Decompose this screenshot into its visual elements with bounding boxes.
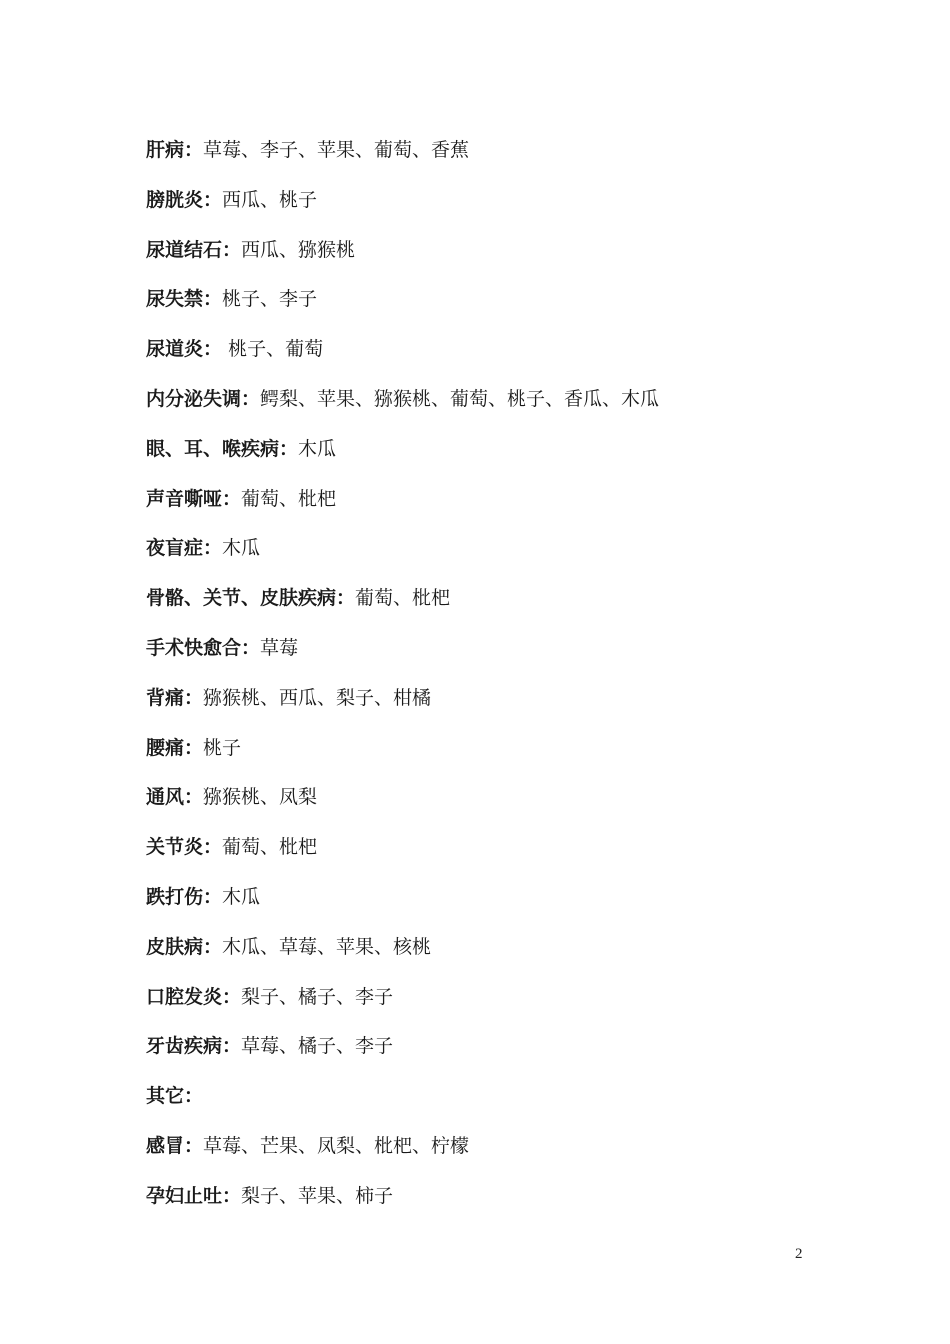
- fruit-list: 草莓、李子、苹果、葡萄、香蕉: [203, 139, 470, 161]
- fruit-list: 鳄梨、苹果、猕猴桃、葡萄、桃子、香瓜、木瓜: [260, 387, 660, 410]
- list-item: [146, 1182, 659, 1232]
- condition-term: 尿道炎: [146, 338, 204, 361]
- list-item: [146, 584, 659, 634]
- condition-term: 口腔发炎: [146, 985, 223, 1008]
- colon: ：: [184, 736, 204, 759]
- condition-term: 膀胱炎: [146, 188, 204, 211]
- colon: ：: [241, 387, 261, 410]
- colon: ：: [184, 139, 204, 161]
- condition-term: 骨骼、关节、皮肤疾病: [146, 587, 337, 610]
- colon: ：: [222, 487, 242, 510]
- condition-term: 尿道结石: [146, 238, 223, 261]
- list-item: [146, 1032, 659, 1082]
- condition-term: 内分泌失调: [146, 387, 242, 410]
- condition-term: 牙齿疾病: [146, 1035, 223, 1058]
- list-item: [146, 534, 659, 584]
- fruit-list: 木瓜: [298, 437, 337, 460]
- list-item: [146, 1132, 659, 1182]
- colon: ：: [184, 786, 204, 809]
- fruit-list: 木瓜: [222, 885, 261, 908]
- colon: ：: [241, 636, 261, 659]
- condition-term: 孕妇止吐: [146, 1184, 223, 1207]
- fruit-list: 草莓: [260, 636, 299, 659]
- fruit-list: 桃子、李子: [222, 288, 318, 311]
- colon: ：: [203, 885, 223, 908]
- colon: ：: [222, 985, 242, 1008]
- list-item: [146, 186, 659, 236]
- colon: ：: [203, 288, 223, 311]
- condition-term: 通风: [146, 786, 185, 809]
- list-item: [146, 833, 659, 883]
- fruit-list: 西瓜、桃子: [222, 188, 318, 211]
- colon: ：: [279, 437, 299, 460]
- condition-term: 感冒: [146, 1134, 185, 1157]
- fruit-list: 草莓、橘子、李子: [241, 1035, 394, 1058]
- fruit-list: 西瓜、猕猴桃: [241, 238, 356, 261]
- list-item: [146, 734, 659, 784]
- fruit-list: 梨子、橘子、李子: [241, 985, 394, 1008]
- list-item: [146, 136, 659, 186]
- condition-term: 尿失禁: [146, 288, 204, 311]
- section-heading-label: 其它: [146, 1085, 185, 1108]
- colon: ：: [222, 1184, 242, 1207]
- fruit-list: 梨子、苹果、柿子: [241, 1184, 394, 1207]
- fruit-list: 木瓜、草莓、苹果、核桃: [222, 935, 432, 958]
- colon: ：: [222, 238, 242, 261]
- condition-term: 跌打伤: [146, 885, 204, 908]
- list-item: [146, 285, 659, 335]
- list-item: [146, 933, 659, 983]
- fruit-list: 葡萄、枇杷: [355, 587, 451, 610]
- section-heading: [146, 1082, 659, 1132]
- condition-term: 眼、耳、喉疾病: [146, 437, 280, 460]
- colon: ：: [203, 338, 223, 361]
- colon: ：: [203, 836, 223, 859]
- condition-term: 皮肤病: [146, 935, 204, 958]
- condition-term: 夜盲症: [146, 537, 204, 560]
- list-item: [146, 983, 659, 1033]
- fruit-list: 桃子: [203, 736, 242, 759]
- fruit-list: 草莓、芒果、凤梨、枇杷、柠檬: [203, 1134, 470, 1157]
- colon: ：: [184, 1134, 204, 1157]
- condition-term: 肝病: [146, 139, 185, 161]
- colon: ：: [203, 537, 223, 560]
- list-item: [146, 634, 659, 684]
- list-item: [146, 236, 659, 286]
- condition-term: 背痛: [146, 686, 185, 709]
- fruit-list: 猕猴桃、西瓜、梨子、柑橘: [203, 686, 432, 709]
- condition-list: [146, 136, 659, 1232]
- colon: ：: [336, 587, 356, 610]
- page-number: 2: [795, 1246, 803, 1262]
- fruit-list: 木瓜: [222, 537, 261, 560]
- fruit-list: 葡萄、枇杷: [241, 487, 337, 510]
- list-item: [146, 335, 659, 385]
- list-item: [146, 883, 659, 933]
- list-item: [146, 684, 659, 734]
- fruit-list: 葡萄、枇杷: [222, 836, 318, 859]
- fruit-list: 桃子、葡萄: [222, 338, 324, 361]
- colon: ：: [184, 1085, 204, 1108]
- fruit-list: 猕猴桃、凤梨: [203, 786, 318, 809]
- condition-term: 关节炎: [146, 836, 204, 859]
- colon: ：: [203, 188, 223, 211]
- list-item: [146, 435, 659, 485]
- condition-term: 声音嘶哑: [146, 487, 223, 510]
- colon: ：: [222, 1035, 242, 1058]
- condition-term: 手术快愈合: [146, 636, 242, 659]
- list-item: [146, 385, 659, 435]
- list-item: [146, 485, 659, 535]
- colon: ：: [184, 686, 204, 709]
- colon: ：: [203, 935, 223, 958]
- list-item: [146, 783, 659, 833]
- condition-term: 腰痛: [146, 736, 185, 759]
